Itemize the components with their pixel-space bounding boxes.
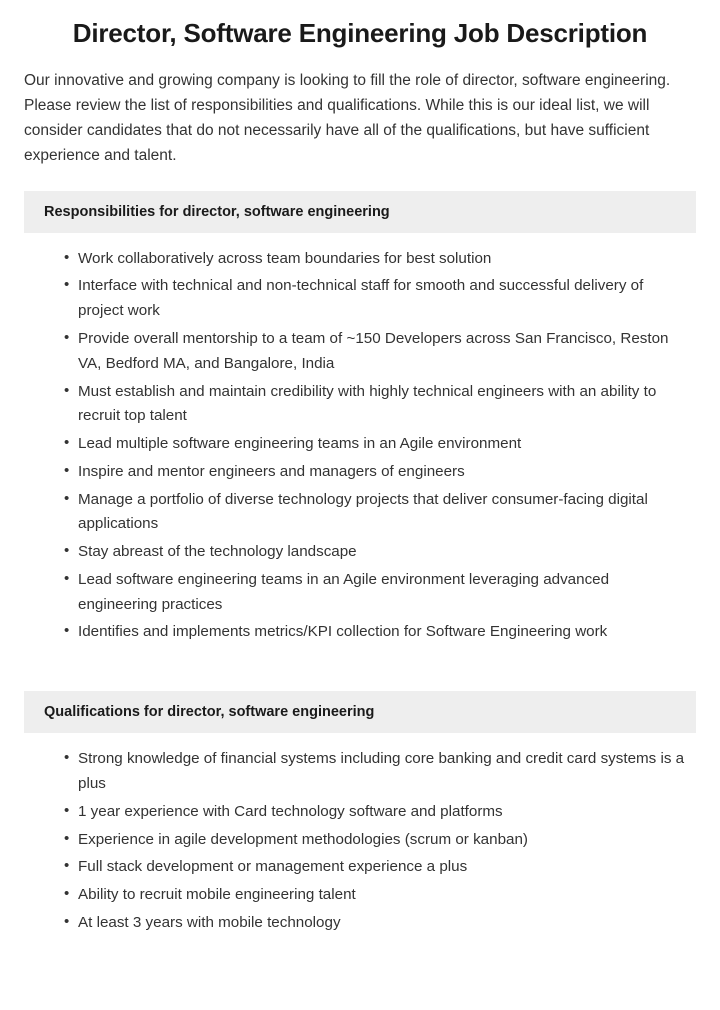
intro-paragraph: Our innovative and growing company is looking to fill the role of director, software engineering. Please review the list of responsibilities and qualifications. While this is our ideal list, we will consider candidates that do not necessarily have all of the qualifications, but have sufficient experience and talent. — [24, 71, 671, 165]
list-item: • 1 year experience with Card technology software and platforms — [64, 800, 690, 825]
list-item: • Strong knowledge of financial systems including core banking and credit card systems is a plus — [64, 747, 690, 797]
list-item: • Experience in agile development methodologies (scrum or kanban) — [64, 828, 690, 853]
list-item: • Ability to recruit mobile engineering talent — [64, 883, 690, 908]
responsibilities-list — [24, 247, 696, 645]
list-item: • Provide overall mentorship to a team of ~150 Developers across San Francisco, Reston VA, Bedford MA, and Bangalore, India — [64, 327, 690, 377]
list-item: • Stay abreast of the technology landscape — [64, 540, 690, 565]
list-item: • At least 3 years with mobile technology — [64, 911, 690, 936]
list-item: • Manage a portfolio of diverse technology projects that deliver consumer-facing digital applications — [64, 488, 690, 538]
qualifications-list — [24, 747, 696, 935]
section-spacer — [24, 653, 696, 663]
list-item: • Must establish and maintain credibility with highly technical engineers with an ability to recruit top talent — [64, 380, 690, 430]
list-item: • Identifies and implements metrics/KPI collection for Software Engineering work — [64, 620, 690, 645]
list-item: • Lead multiple software engineering teams in an Agile environment — [64, 432, 690, 457]
list-item: • Work collaboratively across team boundaries for best solution — [64, 247, 690, 272]
responsibilities-section-header: Responsibilities for director, software engineering — [24, 191, 696, 233]
list-item: • Inspire and mentor engineers and managers of engineers — [64, 460, 690, 485]
qualifications-section-header: Qualifications for director, software engineering — [24, 691, 696, 733]
page-title: Director, Software Engineering Job Description — [72, 18, 648, 48]
list-item: • Interface with technical and non-technical staff for smooth and successful delivery of project work — [64, 274, 690, 324]
list-item: • Full stack development or management experience a plus — [64, 855, 690, 880]
list-item: • Lead software engineering teams in an Agile environment leveraging advanced engineering practices — [64, 568, 690, 618]
